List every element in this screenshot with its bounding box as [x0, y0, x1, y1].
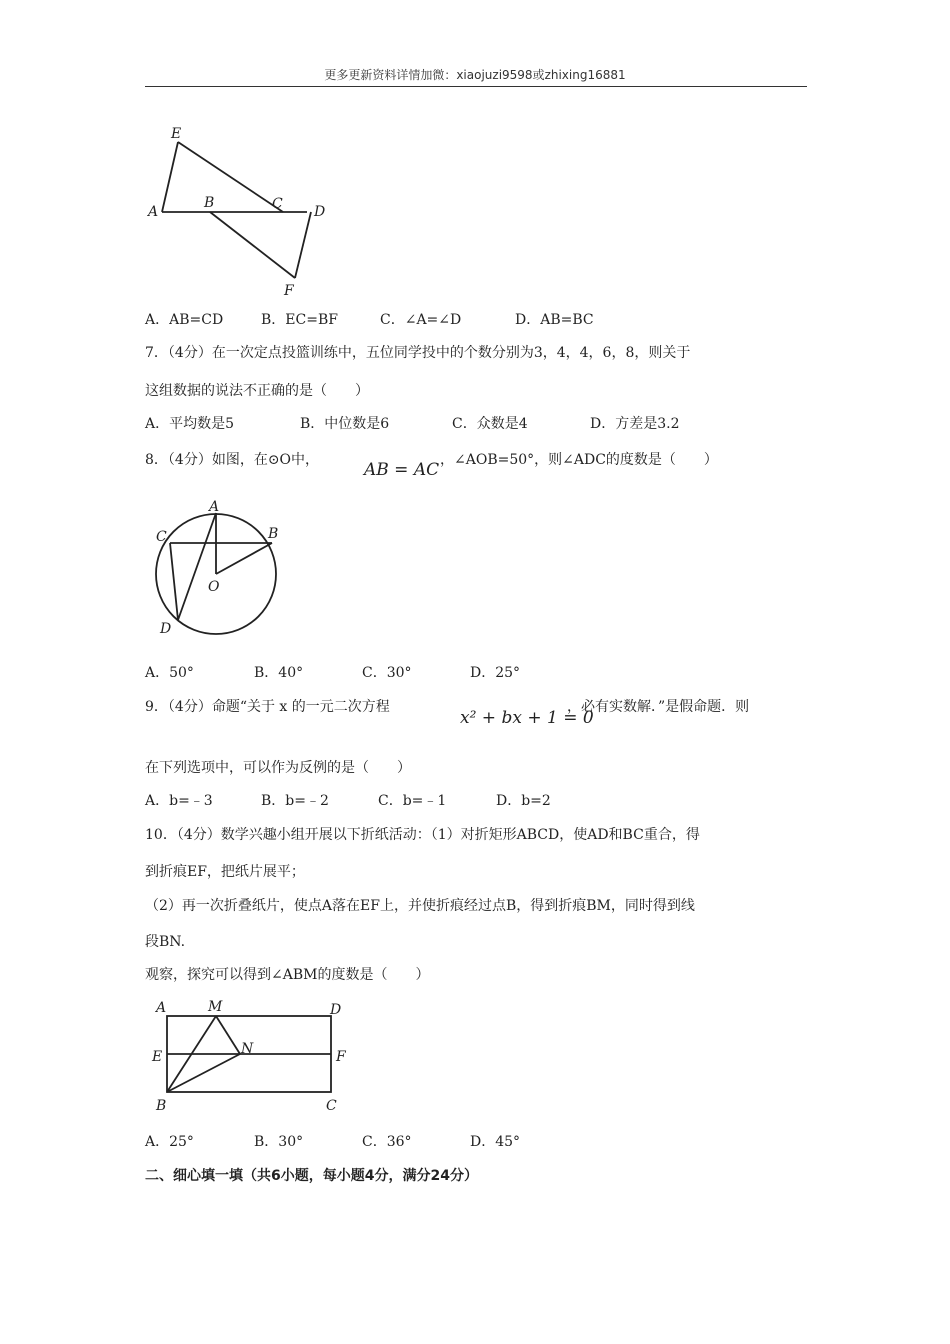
q10-option-a: A．25° — [145, 1134, 194, 1150]
q10-stem-line3: （2）再一次折叠纸片，使点A落在EF上，并使折痕经过点B，得到折痕BM，同时得到线 — [145, 898, 695, 914]
q8-stem-math: AB = AC — [364, 460, 440, 480]
q8-option-a: A．50° — [145, 665, 194, 681]
figure-q10 — [140, 995, 360, 1120]
q7-option-a: A．平均数是5 — [145, 416, 235, 432]
q7-option-d: D．方差是3.2 — [590, 416, 680, 432]
q9-stem-suffix: ，必有实数解．”是假命题．则 — [567, 699, 750, 715]
q9-stem-prefix: 9．（4分）命题“关于 x 的一元二次方程 — [145, 699, 390, 715]
q10-option-b: B．30° — [254, 1134, 304, 1150]
q9-option-b: B．b=﹣2 — [261, 793, 329, 809]
label-C: C — [156, 529, 167, 545]
q6-option-d: D．AB=BC — [515, 312, 594, 328]
q7-stem-line2: 这组数据的说法不正确的是（ ） — [145, 383, 369, 399]
q9-option-a: A．b=﹣3 — [145, 793, 213, 809]
header-rule — [145, 86, 807, 87]
q6-option-b: B．EC=BF — [261, 312, 338, 328]
label-D: D — [314, 204, 326, 220]
q10-stem-line5: 观察，探究可以得到∠ABM的度数是（ ） — [145, 967, 430, 983]
q8-option-b: B．40° — [254, 665, 304, 681]
label-A: A — [148, 204, 159, 220]
label-B: B — [156, 1098, 167, 1114]
label-C: C — [326, 1098, 337, 1114]
label-F: F — [336, 1049, 346, 1065]
label-M: M — [208, 999, 223, 1015]
figure-q6 — [140, 120, 340, 300]
label-O: O — [208, 579, 220, 595]
q8-option-c: C．30° — [362, 665, 412, 681]
label-B: B — [268, 526, 279, 542]
q9-option-d: D．b=2 — [496, 793, 551, 809]
q10-stem-line1: 10．（4分）数学兴趣小组开展以下折纸活动：（1）对折矩形ABCD，使AD和BC重合，得 — [145, 827, 700, 843]
q8-option-d: D．25° — [470, 665, 521, 681]
label-A: A — [156, 1000, 167, 1016]
q7-option-c: C．众数是4 — [452, 416, 528, 432]
q9-stem-math: x² + bx + 1 = 0 — [460, 708, 594, 728]
q6-option-c: C．∠A=∠D — [380, 312, 462, 328]
q10-stem-line4: 段BN. — [145, 934, 186, 950]
page-header: 更多更新资料详情加微：xiaojuzi9598或zhixing16881 — [324, 68, 626, 82]
figure-q8 — [140, 495, 310, 645]
q6-option-a: A．AB=CD — [145, 312, 224, 328]
q10-stem-line2: 到折痕EF，把纸片展平； — [145, 864, 305, 880]
q8-stem-prefix: 8．（4分）如图，在⊙O中， — [145, 452, 320, 468]
label-N: N — [241, 1041, 254, 1057]
label-C: C — [272, 196, 283, 212]
label-E: E — [152, 1049, 163, 1065]
q10-option-c: C．36° — [362, 1134, 412, 1150]
q9-stem-line2: 在下列选项中，可以作为反例的是（ ） — [145, 760, 411, 776]
label-A: A — [209, 499, 220, 515]
section2-title: 二、细心填一填（共6小题，每小题4分，满分24分） — [145, 1168, 478, 1184]
label-F: F — [284, 283, 294, 299]
q7-stem-line1: 7．（4分）在一次定点投篮训练中，五位同学投中的个数分别为3，4，4，6，8，则关于 — [145, 345, 691, 361]
label-D: D — [160, 621, 172, 637]
label-E: E — [171, 126, 182, 142]
q9-option-c: C．b=﹣1 — [378, 793, 447, 809]
label-D: D — [330, 1002, 342, 1018]
q10-option-d: D．45° — [470, 1134, 521, 1150]
label-B: B — [204, 195, 215, 211]
q8-stem-suffix: ，∠AOB=50°，则∠ADC的度数是（ ） — [440, 452, 718, 468]
q7-option-b: B．中位数是6 — [300, 416, 390, 432]
